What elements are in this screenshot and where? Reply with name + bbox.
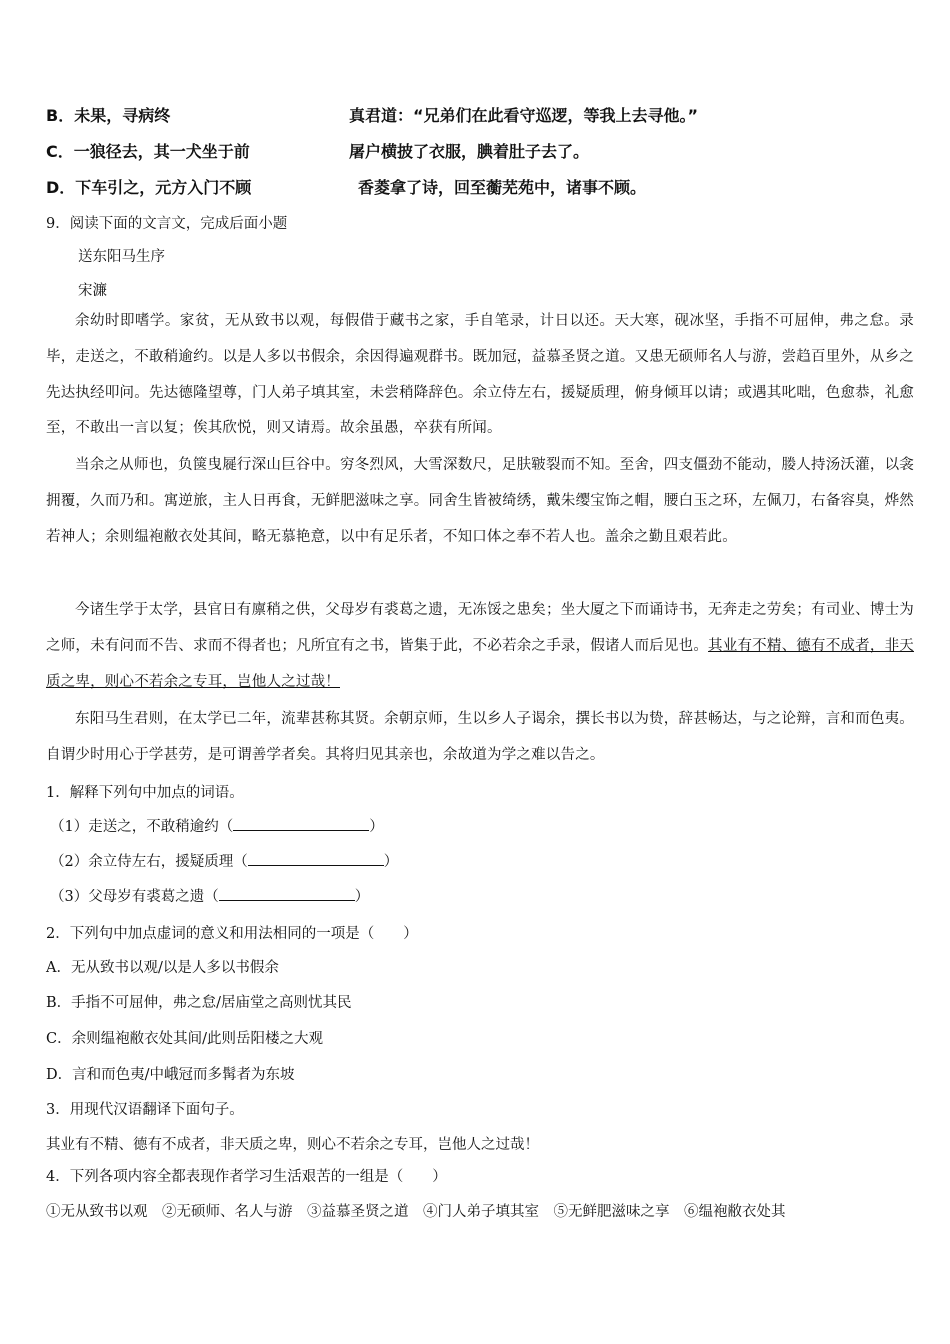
subquestion-4-choices: ①无从致书以观 ②无硕师、名人与游 ③益慕圣贤之道 ④门人弟子填其室 ⑤无鲜肥滋味之享 ⑥缊袍敝衣处其 xyxy=(46,1204,786,1220)
subquestion-1-item-1: （1）走送之，不敢稍逾约（ ） xyxy=(50,815,384,836)
subquestion-2-option-a: A．无从致书以观/以是人多以书假余 xyxy=(46,960,279,976)
option-b-left: B．未果，寻病终 xyxy=(46,106,171,125)
subquestion-3-sentence: 其业有不精、德有不成者，非天质之卑，则心不若余之专耳，岂他人之过哉！ xyxy=(46,1137,539,1153)
passage-paragraph-2: 当余之从师也，负箧曳屣行深山巨谷中。穷冬烈风，大雪深数尺，足肤皲裂而不知。至舍，四支僵劲不能动，媵人持汤沃灌，以衾拥覆，久而乃和。寓逆旅，主人日再食，无鲜肥滋味之享。同舍生皆被绮绣，戴朱缨宝饰之帽，腰白玉之环，左佩刀，右备容臭，烨然若神人；余则缊袍敝衣处其间，略无慕艳意，以中有足乐者，不知口体之奉不若人也。盖余之勤且艰若此。 xyxy=(46,457,914,545)
underlined-sentence: 其业有不精、德有不成者，非天质之卑，则心不若余之专耳，岂他人之过哉！ xyxy=(46,637,914,690)
passage-author: 宋濂 xyxy=(78,283,107,299)
subquestion-2-option-c: C．余则缊袍敝衣处其间/此则岳阳楼之大观 xyxy=(46,1031,323,1047)
option-c-right: 屠户横披了衣服，腆着肚子去了。 xyxy=(349,142,590,161)
passage-paragraph-4: 东阳马生君则，在太学已二年，流辈甚称其贤。余朝京师，生以乡人子谒余，撰长书以为贽，辞甚畅达，与之论辩，言和而色夷。自谓少时用心于学甚劳，是可谓善学者矣。其将归见其亲也，余故道为学之难以告之。 xyxy=(46,711,914,763)
subquestion-1-item-3: （3）父母岁有裘葛之遗（ ） xyxy=(50,885,369,906)
answer-blank[interactable] xyxy=(233,816,369,831)
question-9-stem: 9．阅读下面的文言文，完成后面小题 xyxy=(46,216,288,232)
option-b-right: 真君道：“兄弟们在此看守巡逻，等我上去寻他。” xyxy=(349,106,699,125)
passage-title: 送东阳马生序 xyxy=(78,249,165,265)
option-d-left: D．下车引之，元方入门不顾 xyxy=(46,178,252,197)
answer-blank[interactable] xyxy=(219,886,355,901)
subquestion-2-stem: 2．下列句中加点虚词的意义和用法相同的一项是（ ） xyxy=(46,926,418,942)
passage-paragraph-3: 今诸生学于太学，县官日有廪稍之供，父母岁有裘葛之遗，无冻馁之患矣；坐大厦之下而诵诗书，无奔走之劳矣；有司业、博士为之师，未有问而不告、求而不得者也；凡所宜有之书，皆集于此，不必若余之手录，假诸人而后见也。其业有不精、德有不成者，非天质之卑，则心不若余之专耳，岂他人之过哉！ xyxy=(46,602,914,690)
option-c-left: C．一狼径去，其一犬坐于前 xyxy=(46,142,250,161)
subquestion-1-item-2: （2）余立侍左右，援疑质理（ ） xyxy=(50,850,398,871)
subquestion-2-option-d: D．言和而色夷/中峨冠而多髯者为东坡 xyxy=(46,1067,295,1083)
option-d-right: 香菱拿了诗，回至蘅芜苑中，诸事不顾。 xyxy=(358,178,647,197)
subquestion-1-stem: 1．解释下列句中加点的词语。 xyxy=(46,785,244,801)
passage-paragraph-1: 余幼时即嗜学。家贫，无从致书以观，每假借于藏书之家，手自笔录，计日以还。天大寒，砚冰坚，手指不可屈伸，弗之怠。录毕，走送之，不敢稍逾约。以是人多以书假余，余因得遍观群书。既加冠，益慕圣贤之道。又患无硕师名人与游，尝趋百里外，从乡之先达执经叩问。先达德隆望尊，门人弟子填其室，未尝稍降辞色。余立侍左右，援疑质理，俯身倾耳以请；或遇其叱咄，色愈恭，礼愈至，不敢出一言以复；俟其欣悦，则又请焉。故余虽愚，卒获有所闻。 xyxy=(46,313,914,437)
subquestion-3-stem: 3．用现代汉语翻译下面句子。 xyxy=(46,1102,244,1118)
answer-blank[interactable] xyxy=(248,851,384,866)
subquestion-4-stem: 4．下列各项内容全都表现作者学习生活艰苦的一组是（ ） xyxy=(46,1169,447,1185)
subquestion-2-option-b: B．手指不可屈伸，弗之怠/居庙堂之高则忧其民 xyxy=(46,995,352,1011)
